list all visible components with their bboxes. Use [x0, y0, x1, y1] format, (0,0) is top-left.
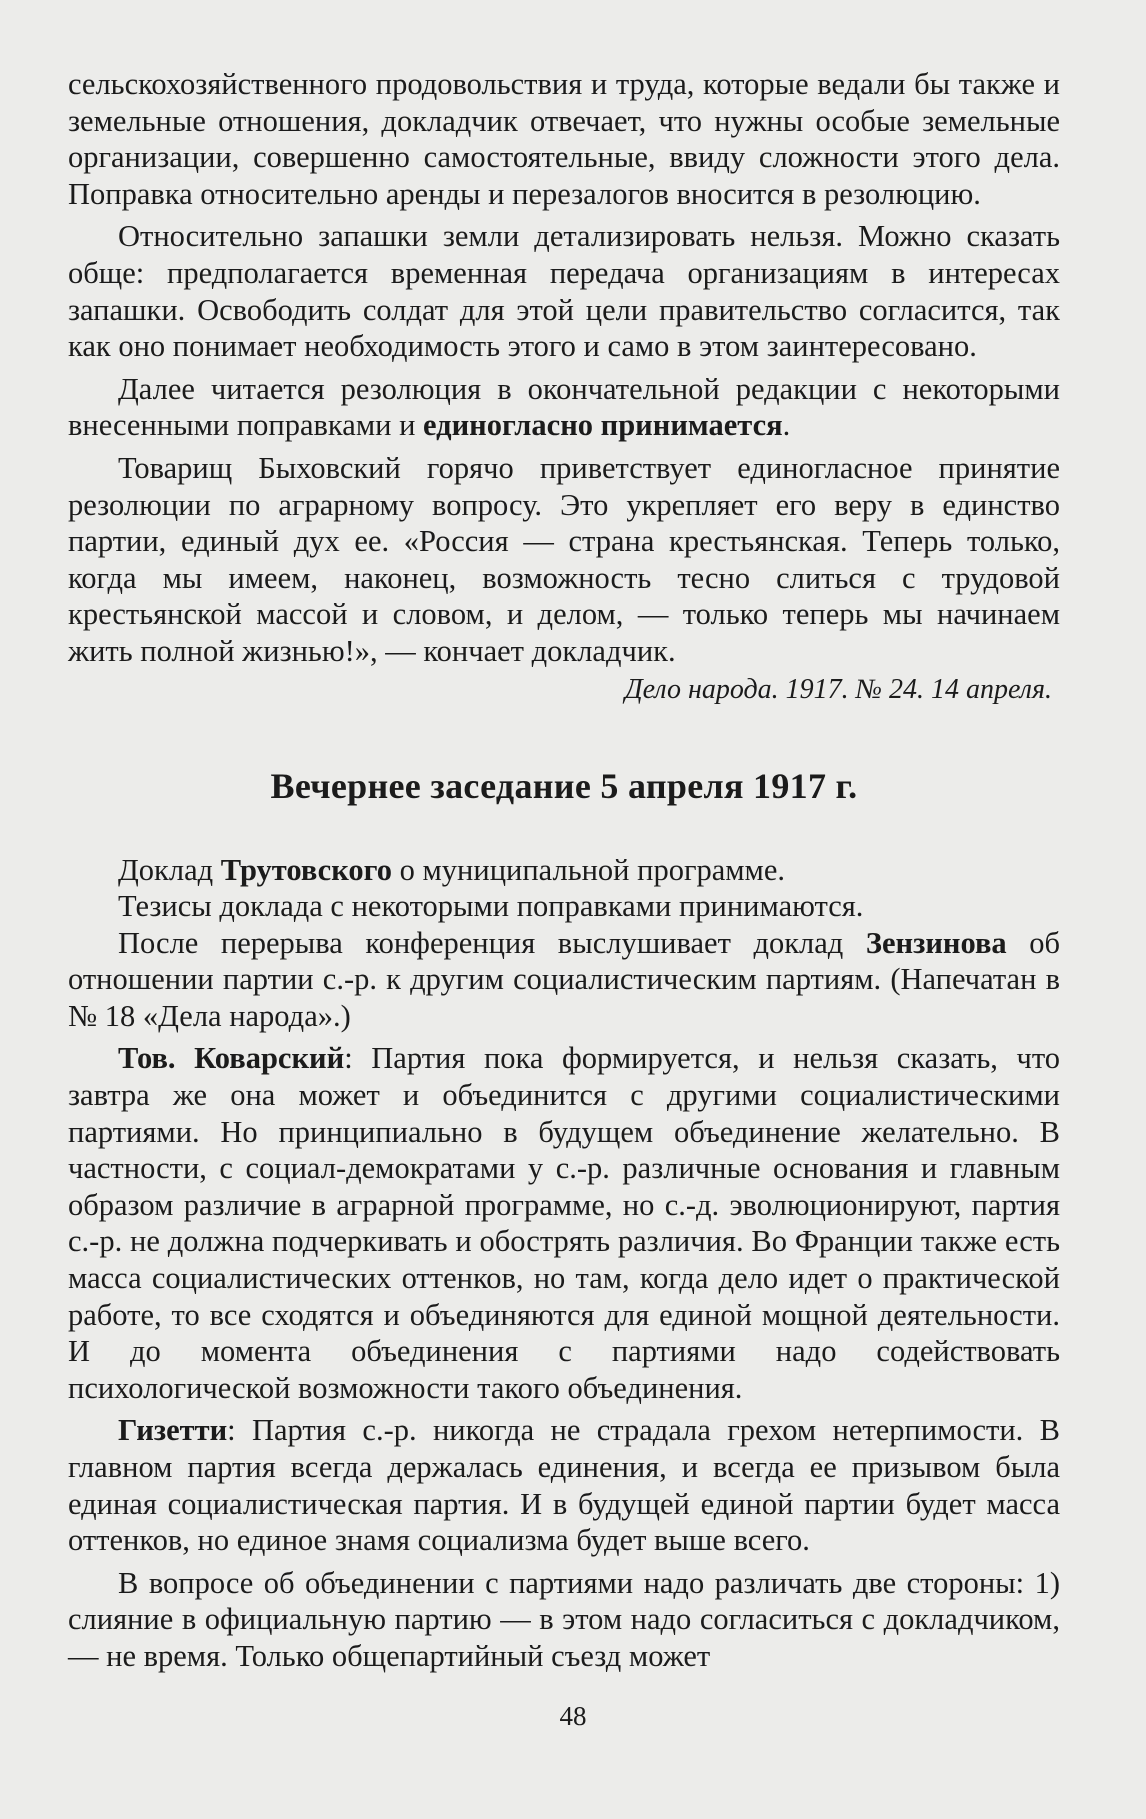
- zenzinov-prefix: После перерыва конференция выслушивает доклад: [118, 925, 866, 960]
- source-citation: Дело народа. 1917. № 24. 14 апреля.: [624, 673, 1052, 705]
- zenzinov-topic: об отношении партии с.-р. к другим социалистическим партиям. (Напечатан в № 18 «Дела народа».): [68, 925, 1060, 1033]
- paragraph-ploughing: Относительно запашки земли детализировать нельзя. Можно сказать обще: предполагается временная передача организациям в интересах запашки. Освободить солдат для этой цели правительство согласится, так как оно понимает необходимость этого и само в этом заинтересовано.: [68, 219, 1060, 364]
- paragraph-bykhovsky: Товарищ Быховский горячо приветствует единогласное принятие резолюции по аграрному вопросу. Это укрепляет его веру в единство партии, единый дух ее. «Россия — страна крестьянская. Теперь только, когда мы имеем, наконец, возможность тесно слиться с трудовой крестьянской массой и словом, и делом, — только теперь мы начинаем жить полной жизнью!», — кончает докладчик.: [68, 450, 1060, 668]
- speaker-gizetti: Гизетти: [118, 1413, 228, 1448]
- speaker-trutovsky: Трутовского: [220, 852, 392, 887]
- paragraph-kovarsky: [68, 1040, 1060, 1406]
- kovarsky-speech: : Партия пока формируется, и нельзя сказать, что завтра же она может и объединится с другими социалистическими партиями. Но принципиально в будущем объединение желательно. В частности, с социал-демократами у с.-р. различные основания и главным образом различие в аграрной программе, но с.-д. эволюционируют, партия с.-р. не должна подчеркивать и обострять различия. Во Франции также есть масса социалистических оттенков, но там, когда дело идет о практической работе, то все сходятся и объединяются для единой мощной деятельности. И до момента объединения с партиями надо содействовать психологической возможности такого объединения.: [68, 1041, 1061, 1405]
- paragraph-theses-accepted: Тезисы доклада с некоторыми поправками принимаются.: [118, 889, 864, 924]
- paragraph-land-organizations: сельскохозяйственного продовольствия и труда, которые ведали бы также и земельные отношения, докладчик отвечает, что нужны особые земельные организации, совершенно самостоятельные, ввиду сложности этого дела. Поправка относительно аренды и перезалогов вносится в резолюцию.: [68, 67, 1060, 211]
- page-number: 48: [559, 1701, 587, 1731]
- paragraph-trutovsky-report: [68, 852, 1060, 889]
- paragraph-gizetti: [68, 1412, 1060, 1558]
- paragraph-zenzinov-report: [68, 925, 1060, 1035]
- resolution-text: Далее читается резолюция в окончательной редакции с некоторыми внесенными поправками и: [68, 371, 1060, 443]
- paragraph-resolution-adopted: [68, 371, 1060, 444]
- report-prefix: Доклад: [118, 852, 221, 887]
- resolution-period: .: [782, 408, 791, 443]
- speaker-kovarsky: Тов. Коварский: [118, 1041, 345, 1076]
- page-body: [68, 66, 1060, 1675]
- section-title: Вечернее заседание 5 апреля 1917 г.: [270, 765, 858, 806]
- speaker-zenzinov: Зензинова: [865, 925, 1007, 960]
- paragraph-unification: В вопросе об объединении с партиями надо различать две стороны: 1) слияние в официальную партию — в этом надо согласиться с докладчиком, — не время. Только общепартийный съезд может: [68, 1565, 1060, 1673]
- report-topic: о муниципальной программе.: [392, 852, 786, 887]
- unanimously-adopted: единогласно принимается: [423, 408, 783, 443]
- gizetti-speech: : Партия с.-р. никогда не страдала грехом нетерпимости. В главном партия всегда держалась единения, и всегда ее призывом была единая социалистическая партия. И в будущей единой партии будет масса оттенков, но единое знамя социализма будет выше всего.: [68, 1413, 1060, 1558]
